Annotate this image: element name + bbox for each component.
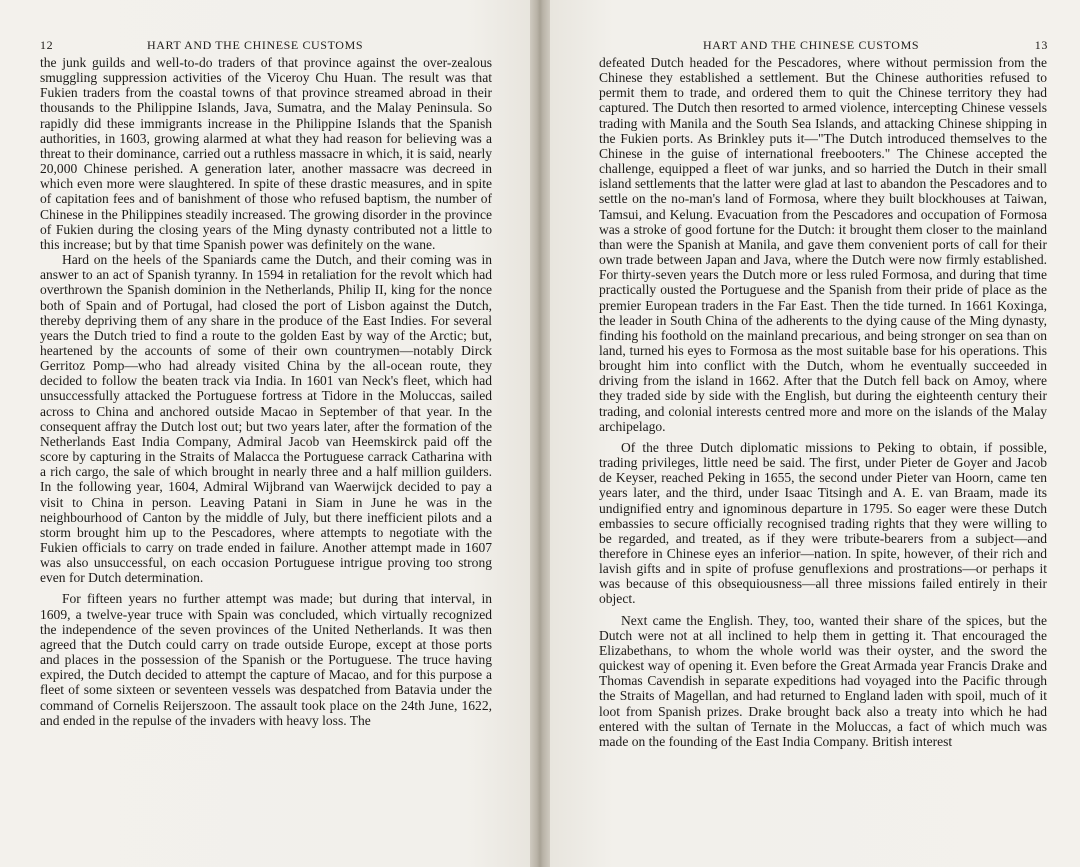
page-body xyxy=(40,55,492,728)
page-body xyxy=(599,55,1047,749)
paragraph: For fifteen years no further attempt was made; but during that interval, in 1609, a twelve-year truce with Spain was concluded, which virtually recognized the independence of the seven provinces of the United Netherlands. It was then agreed that the Dutch could carry on trade outside Europe, except at those ports and places in the possession of the Spanish or the Portuguese. The truce having expired, the Dutch decided to attempt the capture of Macao, and for this purpose a fleet of some sixteen or seventeen vessels was despatched from Batavia under the command of Cornelis Reijerszoon. The assault took place on the 24th June, 1622, and ended in the repulse of the invaders with heavy loss. The xyxy=(40,591,492,728)
paragraph: Next came the English. They, too, wanted their share of the spices, but the Dutch were not at all inclined to help them in getting it. That encouraged the Elizabethans, to whom the whole world was their oyster, and the sword the quickest way of opening it. Even before the Great Armada year Francis Drake and Thomas Cavendish in separate expeditions had voyaged into the Pacific through the Straits of Magellan, and had returned to England laden with spoil, much of it loot from Spanish prizes. Drake brought back also a treaty into which he had entered with the sultan of Ternate in the Moluccas, a fact of which much was made on the founding of the East India Company. British interest xyxy=(599,612,1047,749)
page-number: 13 xyxy=(1034,38,1048,52)
paragraph: Of the three Dutch diplomatic missions to Peking to obtain, if possible, trading privileges, little need be said. The first, under Pieter de Goyer and Jacob de Keyser, reached Peking in 1655, the second under Pieter van Hoorn, came ten years later, and the third, under Isaac Titsingh and A. E. van Braam, made its undignified entry and ignominous departure in 1795. So eager were these Dutch embassies to secure officially recognised trading rights that they were willing to be regarded, and treated, as if they were tribute-bearers from a subject—and therefore in Chinese eyes an inferior—nation. In spite, however, of their rich and lavish gifts and in spite of profuse genuflexions and prostrations—or perhaps it was because of this obsequiousness—all three missions failed entirely in their object. xyxy=(599,439,1047,607)
paragraph: the junk guilds and well-to-do traders of that province against the over-zealous smuggling suppression activities of the Viceroy Chu Huan. The result was that Fukien traders from the coastal towns of that province streamed abroad in their thousands to the Philippine Islands, Java, Sumatra, and the Malay Peninsula. So rapidly did these immigrants increase in the Philippine Islands that the Spanish authorities, in 1603, growing alarmed at what they had reason for believing was a threat to their dominance, carried out a ruthless massacre in which, it is said, nearly 20,000 Chinese perished. A generation later, another massacre was decreed in which even more were slaughtered. In spite of these drastic measures, and in spite of capitation fees and of banishment of those who refused baptism, the number of Chinese in the Philippines steadily increased. The growing disorder in the province of Fukien during the closing years of the Ming dynasty contributed not a little to this increase; but by that time Spanish power was definitely on the wane. xyxy=(40,55,492,252)
paragraph: Hard on the heels of the Spaniards came the Dutch, and their coming was in answer to an act of Spanish tyranny. In 1594 in retaliation for the revolt which had overthrown the Spanish dominion in the Netherlands, Philip II, king for the nonce both of Spain and of Portugal, had closed the port of Lisbon against the Dutch, thereby depriving them of any share in the produce of the East Indies. For several years the Dutch tried to find a route to the golden East by way of the Arctic; but, heartened by the accounts of some of their own countrymen—notably Dirck Gerritoz Pomp—who had already visited China by the all-ocean route, they decided to follow the beaten track via India. In 1601 van Neck's fleet, which had unsuccessfully attacked the Portuguese fortress at Tidore in the Moluccas, sailed across to China and anchored outside Macao in September of that year. In the consequent affray the Dutch lost out; but two years later, after the formation of the Netherlands East India Company, Admiral Jacob van Heemskirck paid off the score by capturing in the Straits of Malacca the Portuguese carrack Catharina with a rich cargo, the sale of which brought in nearly three and a half million guilders. In the following year, 1604, Admiral Wijbrand van Waerwijck decided to pay a visit to China in person. Leaving Patani in Siam in June he was in the neighbourhood of Canton by the middle of July, but there inefficient pilots and a storm brought him up to the Pescadores, where attempts to negotiate with the Fukien officials to carry on trade ended in failure. Another attempt made in 1607 was also unsuccessful, on each occasion Portuguese intrigue proving too strong even for Dutch determination. xyxy=(40,252,492,586)
running-head: HART AND THE CHINESE CUSTOMS xyxy=(147,38,364,52)
right-page xyxy=(550,0,1080,867)
left-page xyxy=(0,0,530,867)
paragraph: defeated Dutch headed for the Pescadores, where without permission from the Chinese they established a settlement. But the Chinese authorities refused to permit them to trade, and ordered them to quit the Chinese territory they had captured. The Dutch then resorted to armed violence, intercepting Chinese vessels trading with Manila and the South Sea Islands, and attacking Chinese shipping in the Fukien ports. As Brinkley puts it—"The Dutch introduced themselves to the Chinese in the guise of international freebooters." The Chinese accepted the challenge, equipped a fleet of war junks, and so harried the Dutch in their small island settlements that the latter were glad at last to abandon the Pescadores and to settle on the no-man's land of Formosa, where they built blockhouses at Taiwan, Tamsui, and Kelung. Evacuation from the Pescadores and occupation of Formosa was a stroke of good fortune for the Dutch: it brought them closer to the mainland than were the Spanish at Manila, and gave them convenient ports of call for their own trade between Japan and Java, where the Dutch were now firmly established. For thirty-seven years the Dutch more or less ruled Formosa, and during that time practically ousted the Portuguese and the Spanish from their pride of place as the premier European traders in the Far East. Then the tide turned. In 1661 Koxinga, the leader in South China of the adherents to the dying cause of the Ming dynasty, finding his foothold on the mainland precarious, and being stronger on sea than on land, turned his eyes to Formosa as the most suitable base for his operations. This brought him into conflict with the Dutch, whom he eventually succeeded in driving from the island in 1662. After that the Dutch fell back on Amoy, where they traded side by side with the English, but during the eighteenth century their trading, and colonial interests centred more and more on the islands of the Malay archipelago. xyxy=(599,55,1047,434)
running-head: HART AND THE CHINESE CUSTOMS xyxy=(703,38,920,52)
page-number: 12 xyxy=(40,38,54,52)
book-gutter xyxy=(530,0,550,867)
